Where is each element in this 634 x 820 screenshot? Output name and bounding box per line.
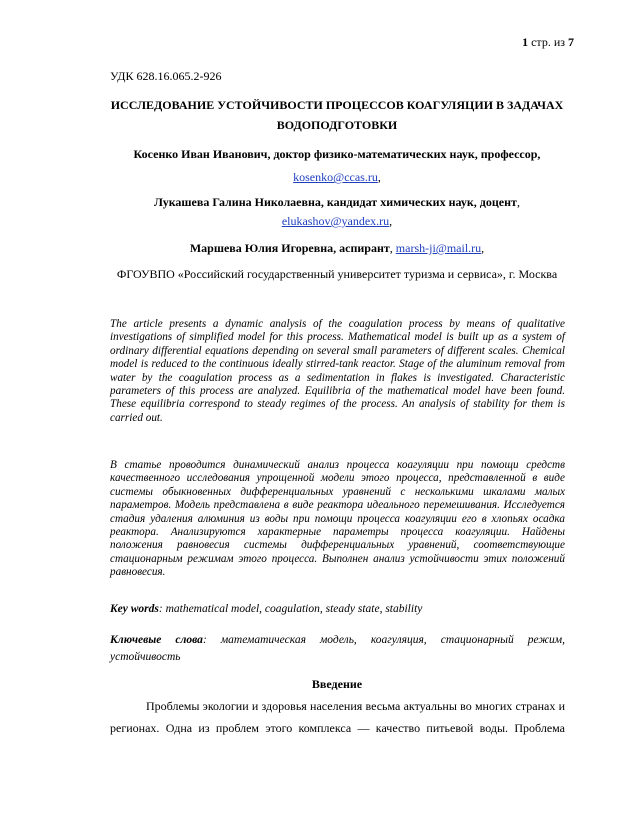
author-2-email-line: elukashov@yandex.ru,: [281, 214, 393, 228]
keywords-english: [110, 603, 565, 615]
keywords-russian: [110, 629, 565, 651]
keywords-english-text: : mathematical model, coagulation, steady state, stability: [158, 603, 423, 615]
author-3-name: Маршева Юлия Игоревна, аспирант: [189, 241, 390, 255]
keywords-english-label: Key words: [110, 603, 159, 615]
author-1: Косенко Иван Иванович, доктор физико-математических наук, профессор,: [133, 147, 541, 161]
paper-title: ИССЛЕДОВАНИЕ УСТОЙЧИВОСТИ ПРОЦЕССОВ КОАГУЛЯЦИИ В ЗАДАЧАХ ВОДОПОДГОТОВКИ: [110, 98, 564, 132]
page-number: [522, 35, 574, 50]
abstract-english: The article presents a dynamic analysis of the coagulation process by means of qualitative investigations of simplified model for this process. Mathematical model is built up as a system of ordinary differential equations depending on several small parameters of different scales. Chemical model is reduced to the continuous ideally stirred-tank reactor. Stage of the aluminum removal from water by the coagulation process as a sedimentation in flakes is investigated. Characteristic parameters of this process are analyzed. Equilibria of the mathematical model have been found. These equilibria correspond to steady regimes of the process. An analysis of stability for them is carried out.: [110, 318, 565, 424]
author-2-email-link[interactable]: elukashov@yandex.ru: [281, 214, 390, 228]
author-3-email-link[interactable]: marsh-ji@mail.ru: [395, 241, 482, 255]
author-1-email-link[interactable]: kosenko@ccas.ru: [293, 170, 378, 184]
page-total: 7: [568, 35, 574, 49]
author-1-email-line: kosenko@ccas.ru,: [293, 170, 381, 184]
udk-code: УДК 628.16.065.2-926: [110, 69, 222, 83]
affiliation: ФГОУВПО «Российский государственный университет туризма и сервиса», г. Москва: [116, 267, 558, 281]
page-current: 1: [522, 35, 529, 49]
keywords-russian-continued: устойчивость: [110, 651, 181, 663]
keywords-russian-text: : математическая модель, коагуляция, стационарный режим,: [202, 634, 565, 646]
abstract-russian: В статье проводится динамический анализ процесса коагуляции при помощи средств качественного исследования упрощенной модели этого процесса, представленной в виде системы обыкновенных дифференциальных уравнений с несколькими шкалами малых параметров. Модель представлена в виде реактора идеального перемешивания. Исследуется стадия удаления алюминия из воды при помощи процесса коагуляции его в хлопьях осадка реактора. Анализируются характерные параметры процесса коагуляции. Найдены положения равновесия системы дифференциальных уравнений, соответствующие стационарным режимам этого процесса. Выполнен анализ устойчивости этих положений равновесия.: [110, 459, 565, 579]
author-2: Лукашева Галина Николаевна, кандидат химических наук, доцент,: [154, 195, 520, 209]
section-heading-introduction: Введение: [311, 677, 363, 691]
keywords-russian-label: Ключевые слова: [110, 634, 203, 646]
page-separator-text: стр. из: [528, 35, 568, 49]
body-paragraph: Проблемы экологии и здоровья населения весьма актуальны во многих странах и регионах. Одна из проблем этого комплекса — качество питьевой воды. Проблема: [110, 699, 565, 735]
author-2-name: Лукашева Галина Николаевна, кандидат химических наук, доцент: [154, 195, 517, 209]
author-3: Маршева Юлия Игоревна, аспирант, marsh-ji@mail.ru,: [189, 241, 485, 255]
